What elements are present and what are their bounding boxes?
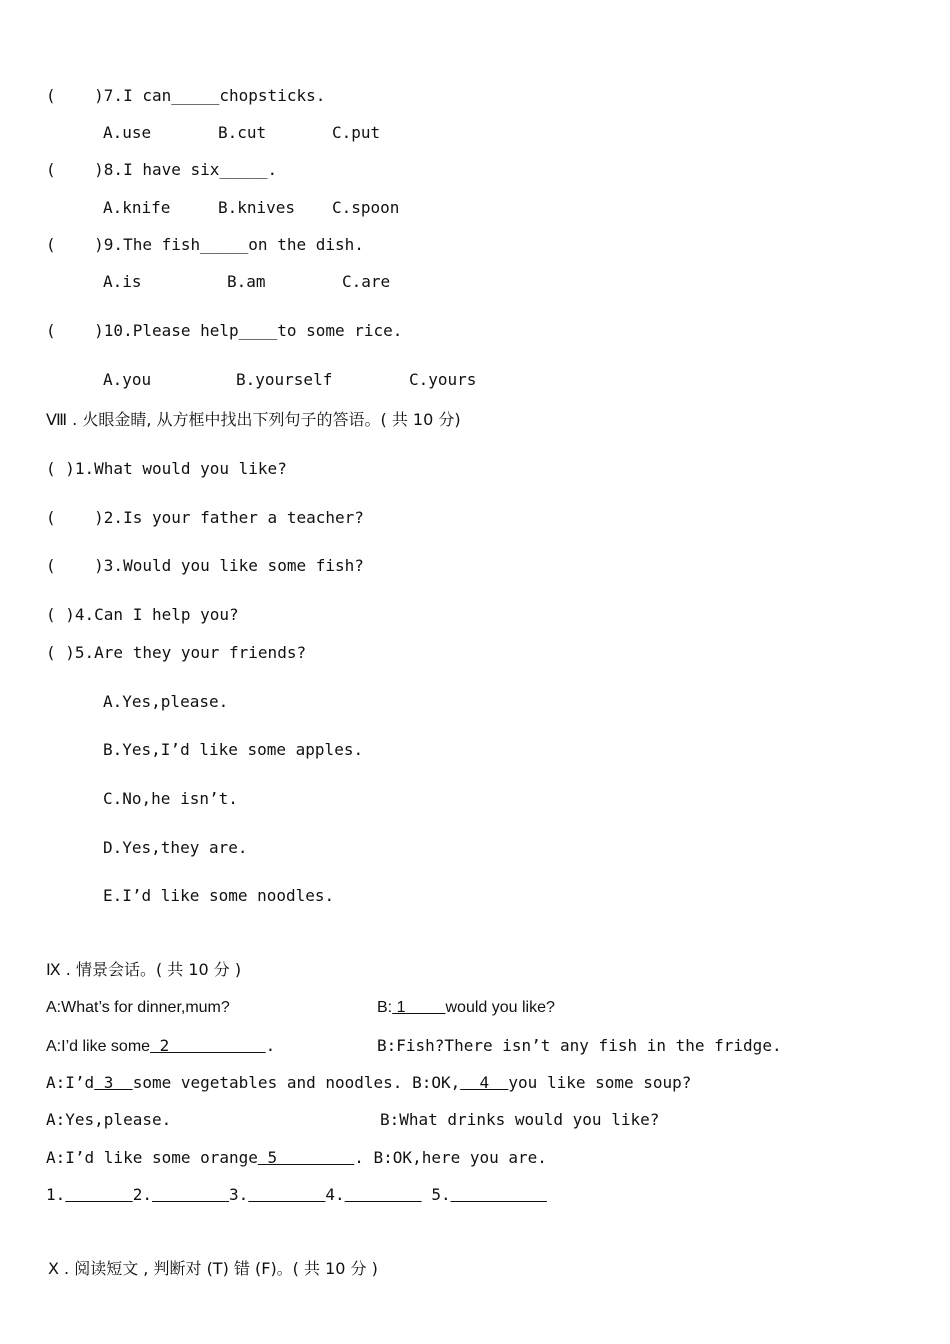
dialog-text: . <box>265 1036 276 1055</box>
section-8-heading: Ⅷ . 火眼金睛, 从方框中找出下列句子的答语。( 共 10 分) <box>46 410 461 429</box>
dialog-line-2b: B:Fish?There isn’t any fish in the fridge. <box>377 1036 782 1055</box>
answer-blank-2[interactable] <box>152 1185 229 1204</box>
answer-label: 5. <box>421 1185 451 1204</box>
s8-question-4: ( )4.Can I help you? <box>46 605 239 624</box>
question-10: ( )10.Please help____to some rice. <box>46 321 403 340</box>
dialog-line-4b: B:What drinks would you like? <box>380 1110 660 1129</box>
question-8: ( )8.I have six_____. <box>46 160 278 179</box>
dialog-text: . <box>354 1148 364 1167</box>
blank-2[interactable]: 2 <box>150 1036 266 1055</box>
answer-blank-5[interactable] <box>451 1185 547 1204</box>
dialog-text: some vegetables and noodles. <box>132 1073 403 1092</box>
dialog-text: B:OK, <box>412 1073 461 1092</box>
s8-question-5: ( )5.Are they your friends? <box>46 643 307 662</box>
dialog-line-5 <box>46 1148 547 1168</box>
answer-blank-1[interactable] <box>65 1185 132 1204</box>
question-7: ( )7.I can_____chopsticks. <box>46 86 326 105</box>
dialog-line-4a: A:Yes,please. <box>46 1110 172 1129</box>
dialog-line-2a <box>46 1036 275 1057</box>
q9-option-b: B.am <box>227 272 266 291</box>
q8-option-a: A.knife <box>103 198 171 217</box>
q10-option-a: A.you <box>103 370 152 389</box>
q7-option-c: C.put <box>332 123 381 142</box>
dialog-text: A:I’d <box>46 1073 95 1092</box>
dialog-text: you like some soup? <box>508 1073 692 1092</box>
dialog-line-3 <box>46 1073 691 1093</box>
answer-blank-4[interactable] <box>345 1185 422 1204</box>
s8-answer-e: E.I’d like some noodles. <box>103 886 335 905</box>
answer-label: 3. <box>229 1185 249 1204</box>
q10-option-c: C.yours <box>409 370 477 389</box>
q7-option-b: B.cut <box>218 123 267 142</box>
blank-3[interactable]: 3 <box>94 1073 133 1092</box>
q8-option-c: C.spoon <box>332 198 400 217</box>
dialog-text: would you like? <box>445 999 555 1016</box>
answer-label: 1. <box>46 1185 66 1204</box>
answer-label: 2. <box>132 1185 152 1204</box>
blank-4[interactable]: 4 <box>460 1073 509 1092</box>
q9-option-a: A.is <box>103 272 142 291</box>
q8-option-b: B.knives <box>218 198 296 217</box>
s8-answer-d: D.Yes,they are. <box>103 838 248 857</box>
q9-option-c: C.are <box>342 272 391 291</box>
dialog-text: A:I’d like some orange <box>46 1148 258 1167</box>
s8-answer-a: A.Yes,please. <box>103 692 229 711</box>
answer-label: 4. <box>325 1185 345 1204</box>
q10-option-b: B.yourself <box>236 370 333 389</box>
s8-question-1: ( )1.What would you like? <box>46 459 287 478</box>
dialog-text: B:OK,here you are. <box>373 1148 547 1167</box>
dialog-line-1a: A:What’s for dinner,mum? <box>46 999 230 1016</box>
s8-question-2: ( )2.Is your father a teacher? <box>46 508 364 527</box>
answer-blank-3[interactable] <box>248 1185 325 1204</box>
q7-option-a: A.use <box>103 123 152 142</box>
dialog-line-1b <box>377 998 555 1018</box>
s8-answer-b: B.Yes,I’d like some apples. <box>103 740 364 759</box>
answer-blanks-row <box>46 1185 547 1205</box>
section-10-heading: X . 阅读短文 , 判断对 (T) 错 (F)。( 共 10 分 ) <box>48 1259 378 1278</box>
dialog-text: B: <box>377 999 393 1016</box>
dialog-text: A:I’d like some <box>46 1038 151 1055</box>
section-9-heading: Ⅸ . 情景会话。( 共 10 分 ) <box>46 960 242 979</box>
question-9: ( )9.The fish_____on the dish. <box>46 235 364 254</box>
blank-5[interactable]: 5 <box>257 1148 355 1167</box>
blank-1[interactable]: 1 <box>392 999 446 1016</box>
s8-answer-c: C.No,he isn’t. <box>103 789 238 808</box>
s8-question-3: ( )3.Would you like some fish? <box>46 556 364 575</box>
